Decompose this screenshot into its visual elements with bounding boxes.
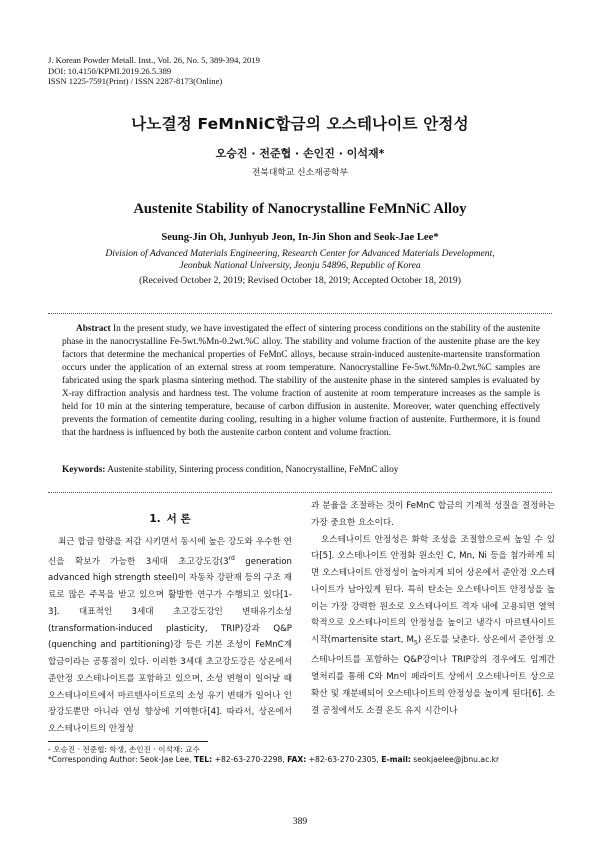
right-column xyxy=(311,498,555,719)
english-authors: Seung-Jin Oh, Junhyub Jeon, In-Jin Shon and Seok-Jae Lee* xyxy=(161,232,439,243)
right-text-b: ) 온도를 낮춘다. 상온에서 준안정 오스테나이트를 포함하는 Q&P강이나 TRIP강의 경우에도 임계간 열처리를 통해 C와 Mn이 페라이트 상에서 오스테나이트 상으로 확산 및 재분배되어 오스테나이트의 안정성을 높이게 된다[6]. 소결 공정에서도 소결 온도 유지 시간이나 xyxy=(311,635,555,716)
intro-text-a: 최근 합금 함량을 저감 시키면서 동시에 높은 강도와 우수한 연신을 확보가 가능한 3세대 초고강도강(3 xyxy=(48,537,292,567)
section-number: 1. xyxy=(149,513,161,525)
right-text-a: 오스테나이트 안정성은 화학 조성을 조절함으로써 높일 수 있다[5]. 오스테나이트 안정화 원소인 C, Mn, Ni 등을 첨가하게 되면 오스테나이트 안정성이 높아지게 되어 상온에서 준안정 오스테나이트가 남아있게 된다. 특히 탄소는 오스테나이트 안정성을 높이는 가장 강력한 원소로 오스테나이트 격자 내에 고용되면 열역학적으로 오스테나이트의 안정성을 높이고 냉각시 마르텐사이트 시작(martensite start, M xyxy=(311,534,555,645)
subscript-s: S xyxy=(413,639,418,647)
journal-issn: ISSN 1225-7591(Print) / ISSN 2287-8173(Online) xyxy=(48,76,223,87)
footnote-corresponding xyxy=(48,755,568,764)
email-label: E-mail: xyxy=(381,755,411,764)
intro-text-b: generation advanced high strength steel)이 자동차 강판재 등의 구조 재료로 많은 주목을 받고 있으며 활발한 연구가 수행되고 있다[1-3]. 대표적인 3세대 초고강도강인 변태유기소성(transformation-induced plasticity, TRIP)강과 Q&P (quenching and partitioning)강 등은 기본 조성이 FeMnC계 합금이라는 공통점이 있다. 이러한 3세대 초고강도강은 상온에서 준안정 오스테나이트를 포함하고 있으며, 소성 변형이 일어날 때 오스테나이트에서 마르텐사이트로의 소성 유기 변태가 일어나 인장강도뿐만 아니라 연성 향상에 기여한다[4]. 따라서, 상온에서 오스테나이트의 안정성 xyxy=(48,556,293,735)
footnote-author-roles: - 오승진 · 전준협: 학생, 손인진 · 이석재: 교수 xyxy=(48,745,200,754)
fax-label: FAX: xyxy=(287,755,307,764)
superscript-rd: rd xyxy=(228,554,235,562)
english-affiliation xyxy=(40,248,560,273)
korean-affiliation: 전북대학교 신소재공학부 xyxy=(251,168,349,178)
tel-number: +82-63-270-2298, xyxy=(212,755,288,764)
left-column xyxy=(48,510,292,738)
affiliation-line-1: Division of Advanced Materials Engineering, Research Center for Advanced Materials Development, xyxy=(105,248,495,259)
page-number: 389 xyxy=(292,816,308,827)
keywords-text: Austenite stability, Sintering process condition, Nanocrystalline, FeMnC alloy xyxy=(107,465,399,475)
email-address[interactable]: seokjaelee@jbnu.ac.kr xyxy=(410,755,500,764)
abstract-label: Abstract xyxy=(76,324,111,334)
right-paragraph-1: 과 분율을 조절하는 것이 FeMnC 합금의 기계적 성질을 결정하는 가장 중요한 요소이다. xyxy=(311,501,555,528)
keywords-label: Keywords: xyxy=(62,465,106,475)
footnote-rule xyxy=(48,741,208,742)
journal-info xyxy=(48,55,448,87)
keywords xyxy=(62,465,540,475)
corresponding-author: *Corresponding Author: Seok-Jae Lee, xyxy=(48,755,194,764)
abstract xyxy=(62,323,540,440)
korean-authors: 오승진 · 전준협 · 손인진 · 이석재* xyxy=(215,147,385,160)
abstract-text: In the present study, we have investigated the effect of sintering process conditions on the stability of the austenite phase in the nanocrystalline Fe-5wt.%Mn-0.2wt.%C alloy. The stability and volume fraction of the austenite phase are the key factors that determine the mechanical properties of FeMnC alloys, because strain-induced austenite-martensite transformation occurs under the application of an external stress at room temperature. Nanocrystalline Fe-5wt.%Mn-0.2wt.%C samples are fabricated using the spark plasma sintering method. The stability of the austenite phase in the sintered samples is evaluated by X-ray diffraction analysis and hardness test. The volume fraction of austenite at room temperature increases as the sample is held for 10 min at the sintering temperature, because of carbon diffusion in austenite. Moreover, water quenching effectively prevents the formation of cementite during cooling, resulting in a higher volume fraction of austenite. Furthermore, it is found that the hardness is influenced by both the austenite carbon content and volume fraction. xyxy=(62,324,540,438)
section-title: 서 론 xyxy=(166,513,191,525)
abstract-top-divider xyxy=(48,313,552,314)
journal-citation: J. Korean Powder Metall. Inst., Vol. 26, No. 5, 389-394, 2019 xyxy=(48,55,260,65)
section-heading xyxy=(48,510,292,528)
english-title: Austenite Stability of Nanocrystalline FeMnNiC Alloy xyxy=(133,201,467,217)
received-dates: (Received October 2, 2019; Revised October 18, 2019; Accepted October 18, 2019) xyxy=(139,275,461,286)
korean-title: 나노결정 FeMnNiC합금의 오스테나이트 안정성 xyxy=(131,115,469,133)
abstract-bottom-divider xyxy=(48,492,552,493)
journal-doi: DOI: 10.4150/KPMI.2019.26.5.389 xyxy=(48,65,172,76)
affiliation-line-2: Jeonbuk National University, Jeonju 54896, Republic of Korea xyxy=(179,260,421,272)
tel-label: TEL: xyxy=(193,755,213,764)
intro-paragraph-1 xyxy=(48,534,292,738)
right-paragraph-2 xyxy=(311,532,555,720)
fax-number: +82-63-270-2305, xyxy=(306,755,382,764)
